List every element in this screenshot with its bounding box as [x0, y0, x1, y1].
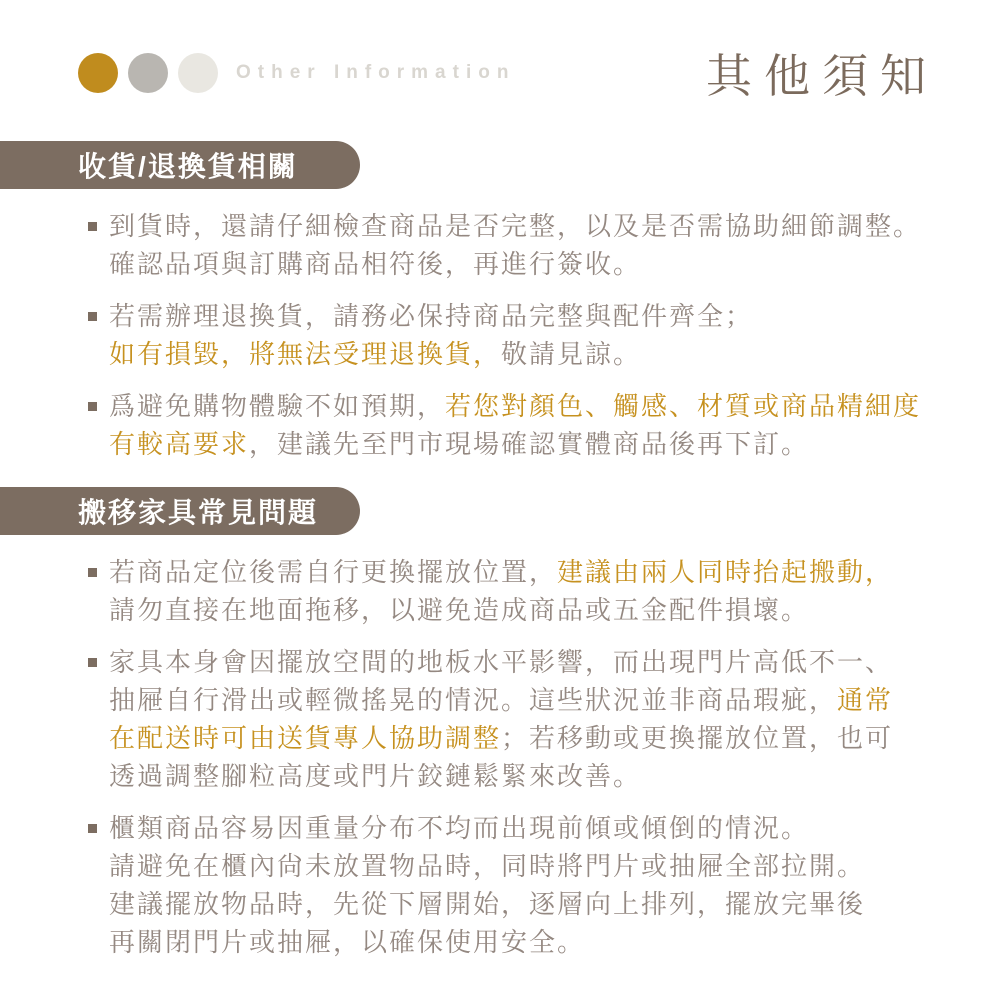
text-run: 家具本身會因擺放空間的地板水平影響，而出現門片高低不一、	[109, 647, 894, 677]
text-line	[109, 847, 865, 885]
text-line	[109, 719, 893, 757]
text-line	[109, 923, 865, 961]
text-line	[109, 245, 921, 283]
text-line	[109, 591, 893, 629]
section-title-bar	[0, 487, 360, 535]
list-item	[88, 553, 970, 629]
gray-dot-icon	[128, 53, 168, 93]
decorative-dots	[78, 53, 515, 93]
gold-dot-icon	[78, 53, 118, 93]
list-item	[88, 809, 970, 961]
text-line	[109, 885, 865, 923]
section-title-bar	[0, 141, 360, 189]
text-run: 若您對顏色、觸感、材質或商品精細度	[445, 391, 922, 421]
list-item	[88, 207, 970, 283]
text-run: 請勿直接在地面拖移，以避免造成商品或五金配件損壞。	[109, 595, 810, 625]
text-run: 通常	[837, 685, 894, 715]
text-run: 確認品項與訂購商品相符後，再進行簽收。	[109, 249, 642, 279]
text-run: 請避免在櫃內尙未放置物品時，同時將門片或抽屜全部拉開。	[109, 851, 866, 881]
text-run: ；若移動或更換擺放位置，也可	[501, 723, 894, 753]
list-item	[88, 643, 970, 795]
text-run: 若商品定位後需自行更換擺放位置，	[109, 557, 558, 587]
item-text	[109, 207, 921, 283]
lightgray-dot-icon	[178, 53, 218, 93]
text-run: ，建議先至門市現場確認實體商品後再下訂。	[249, 429, 810, 459]
header-subtitle-en: Other Information	[236, 62, 516, 83]
bullet-square-icon	[88, 658, 97, 667]
text-line	[109, 553, 893, 591]
item-text	[109, 809, 865, 961]
section-items	[0, 535, 1000, 985]
text-run: 建議由兩人同時抬起搬動，	[557, 557, 894, 587]
bullet-square-icon	[88, 568, 97, 577]
bullet-square-icon	[88, 824, 97, 833]
list-item	[88, 387, 970, 463]
section	[0, 487, 1000, 985]
page-title: 其他須知	[706, 50, 938, 102]
text-line	[109, 387, 921, 425]
section-title: 收貨/退換貨相關	[78, 151, 298, 182]
text-line	[109, 757, 893, 795]
text-line	[109, 809, 865, 847]
text-line	[109, 297, 753, 335]
bullet-square-icon	[88, 312, 97, 321]
text-line	[109, 207, 921, 245]
item-text	[109, 297, 753, 373]
page-header	[0, 0, 1000, 141]
list-item	[88, 297, 970, 373]
text-line	[109, 425, 921, 463]
section-title: 搬移家具常見問題	[78, 497, 319, 528]
sections	[0, 141, 1000, 985]
text-run: 若需辦理退換貨，請務必保持商品完整與配件齊全；	[109, 301, 754, 331]
text-run: 到貨時，還請仔細檢查商品是否完整，以及是否需協助細節調整。	[109, 211, 922, 241]
text-run: 透過調整腳粒高度或門片鉸鏈鬆緊來改善。	[109, 761, 642, 791]
text-run: 有較高要求	[109, 429, 250, 459]
text-run: 在配送時可由送貨專人協助調整	[109, 723, 502, 753]
text-run: 如有損毀，將無法受理退換貨，	[109, 339, 502, 369]
item-text	[109, 387, 921, 463]
bullet-square-icon	[88, 222, 97, 231]
section	[0, 141, 1000, 487]
text-run: 敬請見諒。	[501, 339, 642, 369]
item-text	[109, 553, 893, 629]
text-line	[109, 681, 893, 719]
text-line	[109, 335, 753, 373]
text-run: 櫃類商品容易因重量分布不均而出現前傾或傾倒的情況。	[109, 813, 810, 843]
bullet-square-icon	[88, 402, 97, 411]
text-run: 抽屜自行滑出或輕微搖晃的情況。這些狀況並非商品瑕疵，	[109, 685, 838, 715]
item-text	[109, 643, 893, 795]
text-run: 再關閉門片或抽屜，以確保使用安全。	[109, 927, 586, 957]
section-items	[0, 189, 1000, 487]
text-line	[109, 643, 893, 681]
text-run: 爲避免購物體驗不如預期，	[109, 391, 446, 421]
text-run: 建議擺放物品時，先從下層開始，逐層向上排列，擺放完畢後	[109, 889, 866, 919]
